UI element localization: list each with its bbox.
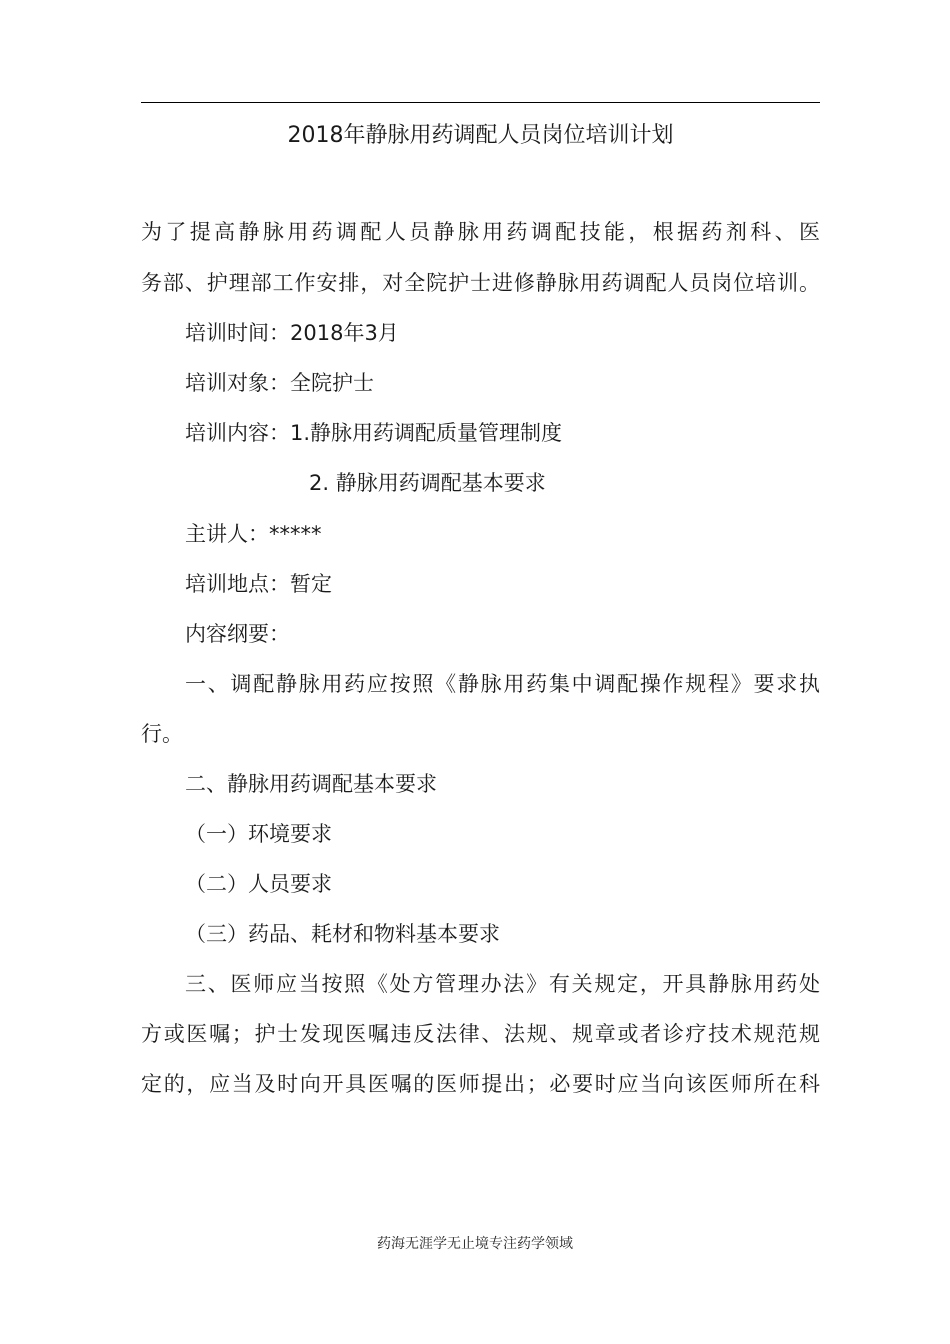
outline-item-2-sub-3: （三）药品、耗材和物料基本要求 [185, 922, 500, 946]
document-title: 2018年静脉用药调配人员岗位培训计划 [287, 123, 674, 148]
training-time: 培训时间：2018年3月 [185, 321, 399, 345]
outline-item-1-line-2: 行。 [141, 722, 183, 746]
outline-item-3-line-1: 三、医师应当按照《处方管理办法》有关规定，开具静脉用药处 [185, 972, 820, 996]
intro-paragraph-line-1: 为了提高静脉用药调配人员静脉用药调配技能，根据药剂科、医 [141, 220, 820, 244]
training-target: 培训对象：全院护士 [185, 371, 374, 395]
training-content-item-1: 培训内容：1.静脉用药调配质量管理制度 [185, 421, 563, 445]
outline-item-3-line-3: 定的，应当及时向开具医嘱的医师提出；必要时应当向该医师所在科 [141, 1072, 820, 1096]
outline-item-2: 二、静脉用药调配基本要求 [185, 772, 437, 796]
lecturer: 主讲人：***** [185, 522, 322, 546]
outline-item-2-sub-1: （一）环境要求 [185, 822, 332, 846]
page-footer: 药海无涯学无止境专注药学领域 [377, 1236, 573, 1252]
intro-paragraph-line-2: 务部、护理部工作安排，对全院护士进修静脉用药调配人员岗位培训。 [141, 271, 820, 295]
header-rule [141, 102, 820, 103]
training-content-item-2: 2. 静脉用药调配基本要求 [309, 471, 546, 495]
training-location: 培训地点：暂定 [185, 572, 332, 596]
outline-item-2-sub-2: （二）人员要求 [185, 872, 332, 896]
outline-item-3-line-2: 方或医嘱；护士发现医嘱违反法律、法规、规章或者诊疗技术规范规 [141, 1022, 820, 1046]
outline-item-1-line-1: 一、调配静脉用药应按照《静脉用药集中调配操作规程》要求执 [185, 672, 820, 696]
outline-label: 内容纲要： [185, 622, 290, 646]
